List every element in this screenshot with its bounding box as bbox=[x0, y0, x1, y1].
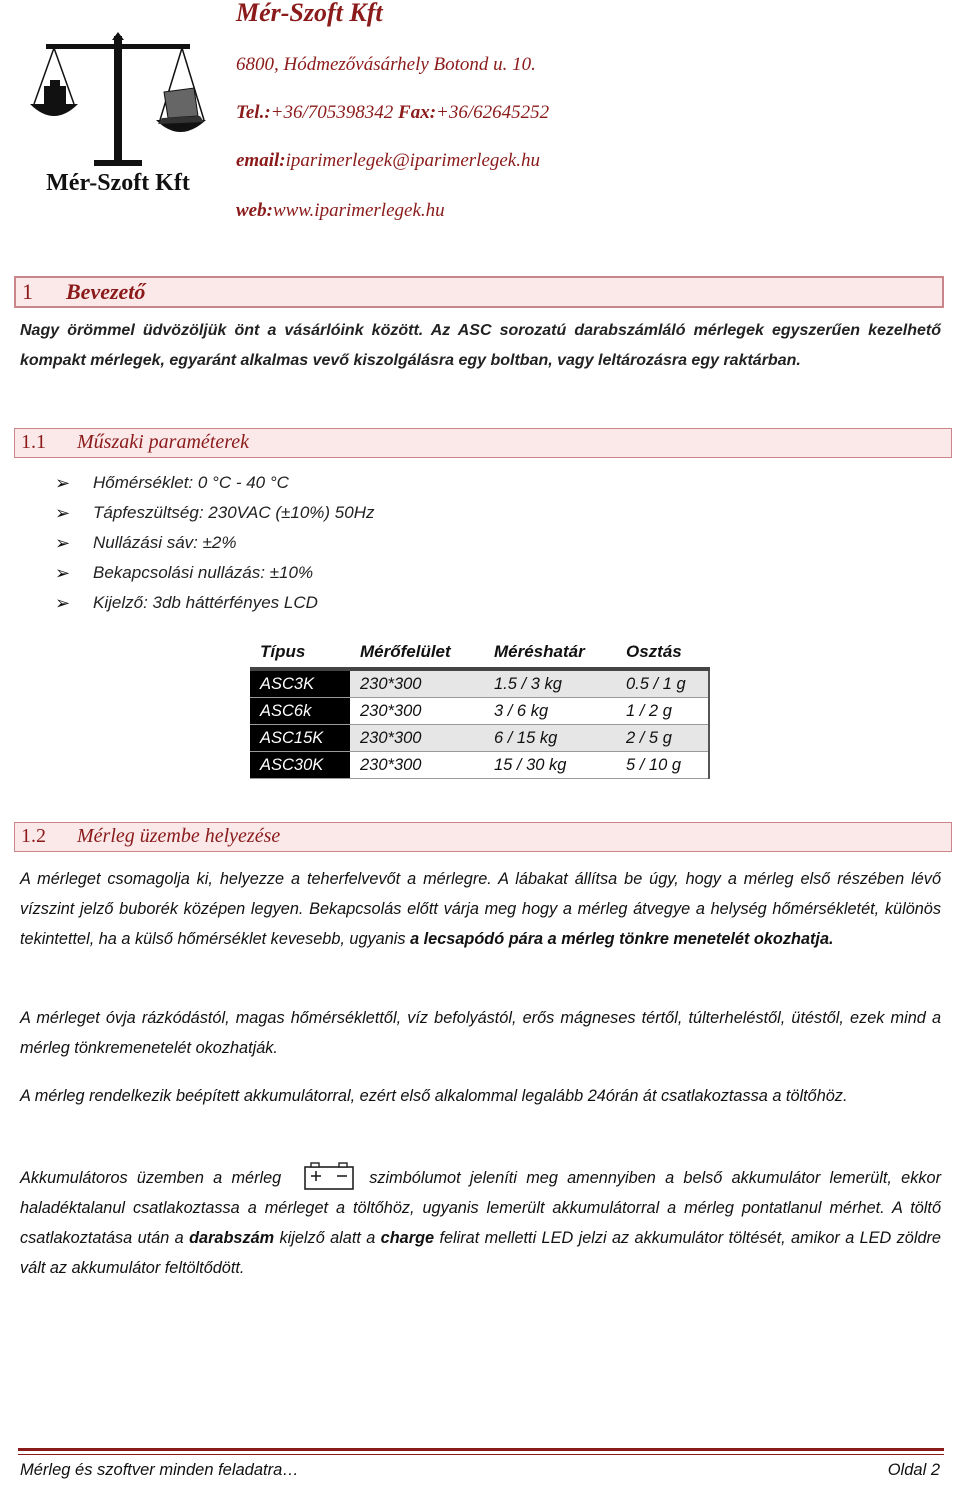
arrow-bullet-icon: ➢ bbox=[55, 472, 71, 493]
footer-divider bbox=[18, 1454, 944, 1455]
battery-icon bbox=[303, 1161, 355, 1191]
paragraph-text: felirat melletti LED jelzi az akkumulátor töltését, amikor a LED zöldre vált az akkumulátor feltöltődött. bbox=[20, 1229, 941, 1277]
battery-paragraph: A mérleg rendelkezik beépített akkumulátorral, ezért első alkalommal legalább 24órán át csatlakoztassa a töltőhöz. bbox=[20, 1087, 848, 1105]
paragraph-text: kijelző alatt a bbox=[274, 1229, 381, 1247]
warning-text: a lecsapódó pára a mérleg tönkre menetelét okozhatja. bbox=[410, 930, 834, 948]
company-address: 6800, Hódmezővásárhely Botond u. 10. bbox=[236, 54, 536, 75]
table-cell: 1 / 2 g bbox=[616, 698, 709, 725]
column-header: Mérőfelület bbox=[350, 640, 484, 669]
page-number: Oldal 2 bbox=[887, 1461, 940, 1479]
table-header-row bbox=[250, 640, 709, 669]
intro-paragraph: Nagy örömmel üdvözöljük önt a vásárlóink között. Az ASC sorozatú darabszámláló mérlegek egyszerűen kezelhető kompakt mérlegek, egyaránt alkalmas vevő kiszolgálásra egy boltban, vagy leltározásra egy raktárban. bbox=[20, 322, 941, 369]
section-number: 1 bbox=[22, 279, 33, 304]
footer-divider bbox=[18, 1448, 944, 1451]
setup-paragraph bbox=[20, 864, 941, 954]
param-text: Tápfeszültség: 230VAC (±10%) 50Hz bbox=[93, 503, 375, 522]
column-header: Osztás bbox=[616, 640, 709, 669]
technical-params-list bbox=[55, 468, 374, 618]
section-heading-1-2 bbox=[14, 822, 952, 852]
bold-term: charge bbox=[380, 1229, 435, 1247]
table-cell: ASC6k bbox=[250, 698, 350, 725]
column-header: Méréshatár bbox=[484, 640, 616, 669]
web-label: web: bbox=[236, 200, 273, 221]
table-cell: 15 / 30 kg bbox=[484, 752, 616, 779]
spec-table bbox=[250, 640, 710, 779]
section-title: Műszaki paraméterek bbox=[77, 431, 249, 453]
section-title: Mérleg üzembe helyezése bbox=[77, 825, 281, 847]
table-row bbox=[250, 725, 709, 752]
table-cell: 230*300 bbox=[350, 725, 484, 752]
list-item bbox=[55, 498, 374, 528]
section-title: Bevezető bbox=[66, 279, 146, 304]
arrow-bullet-icon: ➢ bbox=[55, 532, 71, 553]
arrow-bullet-icon: ➢ bbox=[55, 592, 71, 613]
email-label: email: bbox=[236, 150, 286, 171]
list-item bbox=[55, 558, 374, 588]
table-row bbox=[250, 669, 709, 698]
fax-label: Fax: bbox=[398, 102, 437, 123]
list-item bbox=[55, 468, 374, 498]
param-text: Nullázási sáv: ±2% bbox=[93, 533, 237, 552]
company-name: Mér-Szoft Kft bbox=[236, 0, 383, 27]
paragraph-text: Akkumulátoros üzemben a mérleg bbox=[20, 1169, 282, 1187]
table-row bbox=[250, 752, 709, 779]
section-number: 1.1 bbox=[21, 431, 46, 453]
table-cell: 6 / 15 kg bbox=[484, 725, 616, 752]
battery-symbol-paragraph bbox=[20, 1161, 941, 1283]
contact-phone-fax bbox=[236, 102, 549, 124]
param-text: Bekapcsolási nullázás: ±10% bbox=[93, 563, 314, 582]
table-cell: ASC15K bbox=[250, 725, 350, 752]
column-header: Típus bbox=[250, 640, 350, 669]
table-cell: 230*300 bbox=[350, 669, 484, 698]
web-value[interactable]: www.iparimerlegek.hu bbox=[272, 200, 445, 221]
table-cell: 1.5 / 3 kg bbox=[484, 669, 616, 698]
table-cell: 0.5 / 1 g bbox=[616, 669, 709, 698]
email-value[interactable]: iparimerlegek@iparimerlegek.hu bbox=[285, 150, 540, 171]
arrow-bullet-icon: ➢ bbox=[55, 562, 71, 583]
paragraph-text: A mérleget csomagolja ki, helyezze a teherfelvevőt a mérlegre. A lábakat állítsa be úgy, hogy a mérleg első részében lévő vízszint jelző buborék középen legyen. Bekapcsolás előtt várja meg hogy a mérleg átvegye a helység hőmérsékletét, különös tekintettel, ha a külső hőmérséklet kevesebb, ugyanis bbox=[20, 870, 941, 948]
footer-slogan: Mérleg és szoftver minden feladatra… bbox=[20, 1461, 299, 1479]
table-cell: ASC3K bbox=[250, 669, 350, 698]
section-heading-1 bbox=[14, 276, 944, 308]
contact-email bbox=[236, 150, 540, 172]
list-item bbox=[55, 588, 374, 618]
care-paragraph: A mérleget óvja rázkódástól, magas hőmérséklettől, víz befolyástól, erős mágneses tértől, túlterheléstől, ütéstől, ezek mind a mérleg tönkremenetelét okozhatják. bbox=[20, 1009, 941, 1057]
section-number: 1.2 bbox=[21, 825, 46, 847]
tel-label: Tel.: bbox=[236, 102, 271, 123]
table-row bbox=[250, 698, 709, 725]
table-cell: 230*300 bbox=[350, 698, 484, 725]
tel-value: +36/705398342 bbox=[270, 102, 394, 123]
contact-web bbox=[236, 200, 445, 222]
list-item bbox=[55, 528, 374, 558]
param-text: Kijelző: 3db háttérfényes LCD bbox=[93, 593, 318, 612]
table-cell: 5 / 10 g bbox=[616, 752, 709, 779]
logo-text: Mér-Szoft Kft bbox=[46, 170, 190, 196]
fax-value: +36/62645252 bbox=[436, 102, 550, 123]
company-logo bbox=[28, 30, 208, 202]
bold-term: darabszám bbox=[189, 1229, 275, 1247]
paragraph-text: szimbólumot jeleníti meg amennyiben a belső akkumulátor lemerült, ekkor haladéktalanul csatlakoztassa a mérleget a töltőhöz, ugyanis lemerült akkumulátorral a mérleg pontatlanul mérhet. A töltő csatlakoztatása után a bbox=[20, 1169, 941, 1247]
table-cell: 3 / 6 kg bbox=[484, 698, 616, 725]
table-cell: 2 / 5 g bbox=[616, 725, 709, 752]
section-heading-1-1 bbox=[14, 428, 952, 458]
table-cell: 230*300 bbox=[350, 752, 484, 779]
arrow-bullet-icon: ➢ bbox=[55, 502, 71, 523]
table-cell: ASC30K bbox=[250, 752, 350, 779]
param-text: Hőmérséklet: 0 °C - 40 °C bbox=[93, 473, 289, 492]
